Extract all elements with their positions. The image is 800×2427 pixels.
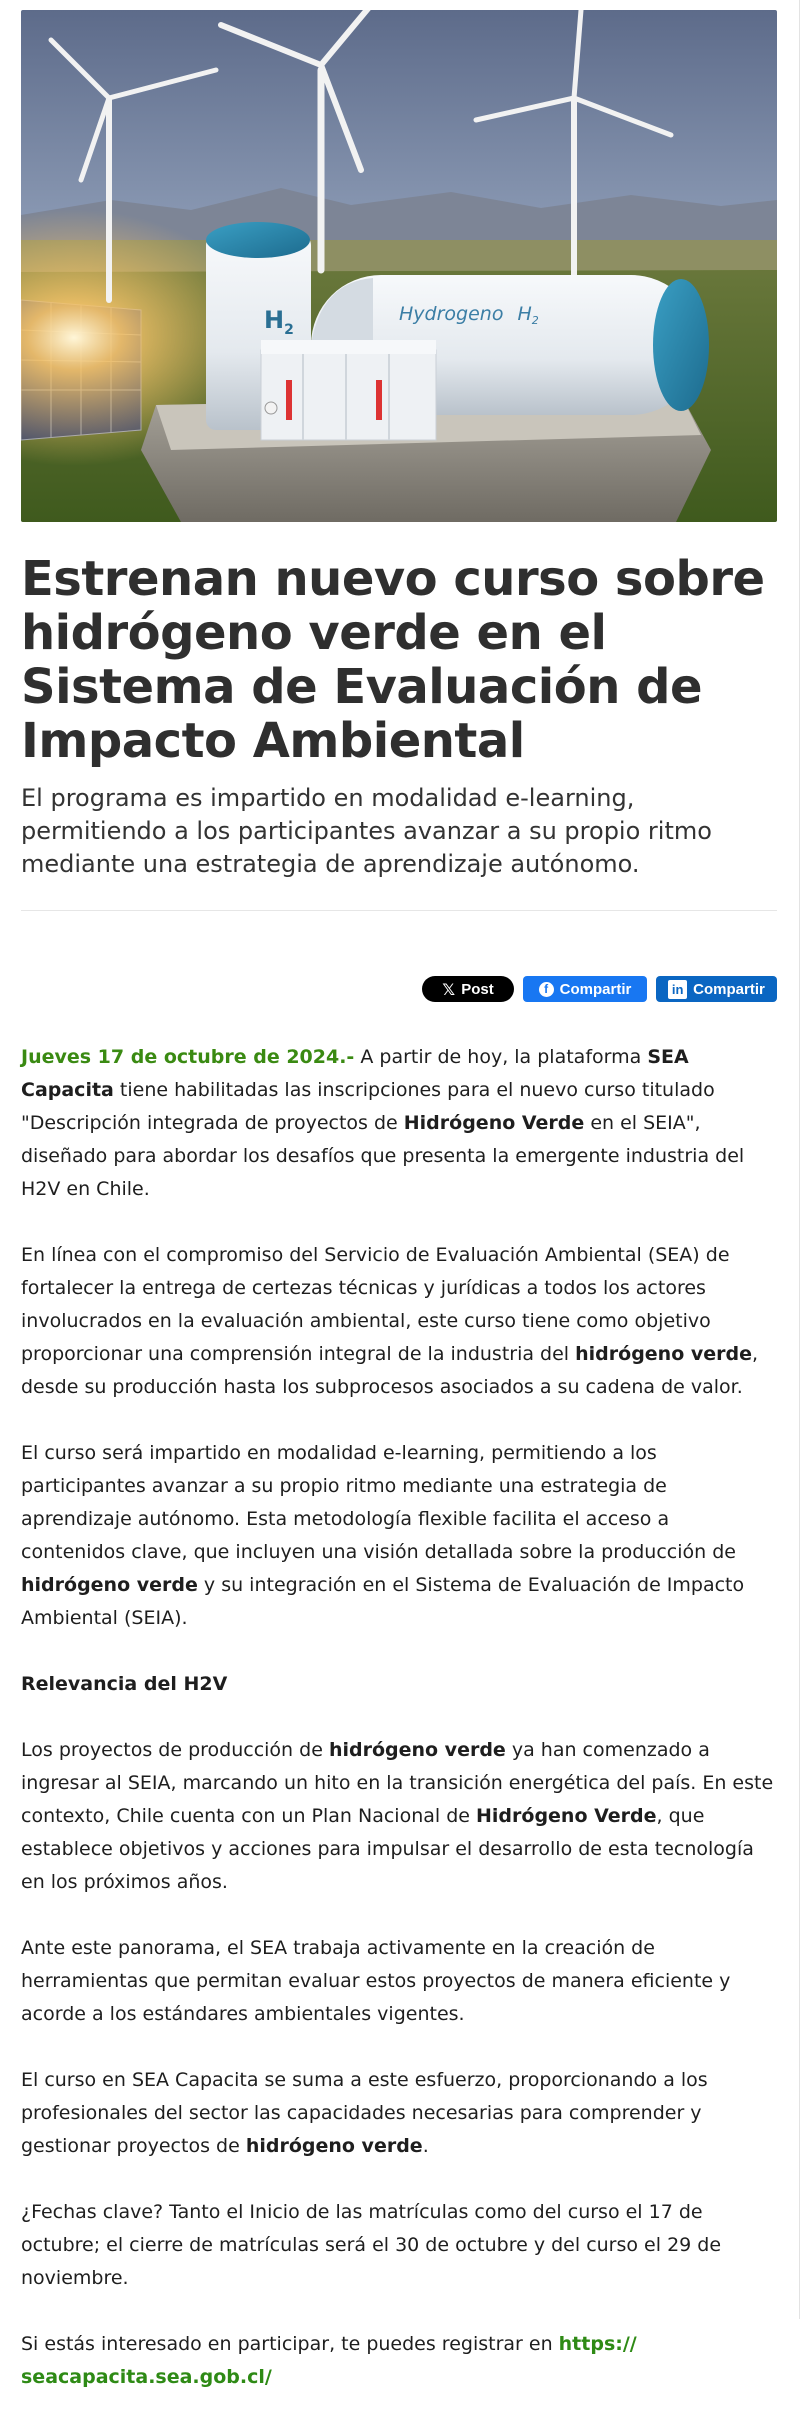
- x-logo-icon: 𝕏: [442, 979, 456, 999]
- bold-text: SEA Capacita: [21, 1046, 689, 1101]
- text: Si estás interesado en participar, te puedes registrar en: [21, 2333, 559, 2355]
- text: A partir de hoy, la plataforma: [354, 1046, 648, 1068]
- article-title: Estrenan nuevo curso sobre hidrógeno verde en el Sistema de Evaluación de Impacto Ambiental: [21, 551, 765, 769]
- facebook-share-label: Compartir: [559, 980, 632, 998]
- bold-text: Hidrógeno Verde: [476, 1805, 657, 1827]
- linkedin-icon: in: [668, 980, 687, 999]
- x-post-label: Post: [461, 980, 494, 998]
- text: El curso en SEA Capacita se suma a este esfuerzo, proporcionando a los profesionales del sector las capacidades necesarias para comprender y gestionar proyectos de: [21, 2069, 708, 2157]
- text: tiene habilitadas las inscripciones para el nuevo curso titulado "Descripción integrada de proyectos de: [21, 1079, 715, 1134]
- svg-text:HydrogenoH2: Hydrogeno $H_2$: [399, 303, 539, 327]
- text: y su integración en el Sistema de Evaluación de Impacto Ambiental (SEIA).: [21, 1574, 745, 1629]
- facebook-icon: f: [539, 982, 554, 997]
- paragraph-2: [21, 1239, 777, 1404]
- x-post-button[interactable]: [422, 976, 514, 1002]
- paragraph-7: ¿Fechas clave? Tanto el Inicio de las matrículas como del curso el 17 de octubre; el cierre de matrículas será el 30 de octubre y del curso el 29 de noviembre.: [21, 2201, 722, 2289]
- heading-text: Relevancia del H2V: [21, 1673, 228, 1695]
- text: Los proyectos de producción de: [21, 1739, 329, 1761]
- text: El curso será impartido en modalidad e-learning, permitiendo a los participantes avanzar a su propio ritmo mediante una estrategia de aprendizaje autónomo. Esta metodología flexible facilita el acceso a contenidos clave, que incluyen una visión detallada sobre la producción de: [21, 1442, 736, 1563]
- bold-text: hidrógeno verde: [21, 1574, 198, 1596]
- paragraph-4: [21, 1734, 777, 1899]
- paragraph-5: Ante este panorama, el SEA trabaja activamente en la creación de herramientas que permitan evaluar estos proyectos de manera eficiente y acorde a los estándares ambientales vigentes.: [21, 1937, 731, 2025]
- paragraph-3: [21, 1437, 777, 1635]
- bold-text: hidrógeno verde: [575, 1343, 752, 1365]
- text: , desde su producción hasta los subprocesos asociados a su cadena de valor.: [21, 1343, 759, 1398]
- article-subtitle: El programa es impartido en modalidad e-learning, permitiendo a los participantes avanzar a su propio ritmo mediante una estrategia de aprendizaje autónomo.: [21, 784, 712, 878]
- text: , que establece objetivos y acciones para impulsar el desarrollo de esta tecnología en los próximos años.: [21, 1805, 754, 1893]
- header-divider: [21, 910, 777, 911]
- section-heading: [21, 1668, 777, 1701]
- bold-text: hidrógeno verde: [245, 2135, 423, 2157]
- text: en el SEIA", diseñado para abordar los desafíos que presenta la emergente industria del H2V en Chile.: [21, 1112, 745, 1200]
- article-date: Jueves 17 de octubre de 2024.-: [21, 1046, 355, 1068]
- paragraph-1: [21, 1041, 777, 1206]
- linkedin-share-label: Compartir: [693, 980, 765, 998]
- article-container: [21, 10, 777, 2427]
- text: .: [422, 2135, 429, 2157]
- linkedin-share-button[interactable]: [656, 976, 777, 1002]
- svg-text:H2: $H_2$: [264, 306, 294, 338]
- bold-text: Hidrógeno Verde: [403, 1112, 585, 1134]
- text: En línea con el compromiso del Servicio de Evaluación Ambiental (SEA) de fortalecer la entrega de certezas técnicas y jurídicas a todos los actores involucrados en la evaluación ambiental, este curso tiene como objetivo proporcionar una comprensión integral de la industria del: [21, 1244, 730, 1365]
- hero-image: [21, 10, 777, 522]
- share-buttons: [21, 975, 777, 1003]
- bold-text: hidrógeno verde: [328, 1739, 506, 1761]
- text: ya han comenzado a ingresar al SEIA, marcando un hito en la transición energética del país. En este contexto, Chile cuenta con un Plan Nacional de: [21, 1739, 774, 1827]
- facebook-share-button[interactable]: [523, 976, 647, 1002]
- paragraph-8: [21, 2328, 777, 2394]
- article-body: [21, 1041, 777, 2394]
- registration-link[interactable]: https:// seacapacita.sea.gob.cl/: [21, 2333, 637, 2388]
- paragraph-6: [21, 2064, 777, 2163]
